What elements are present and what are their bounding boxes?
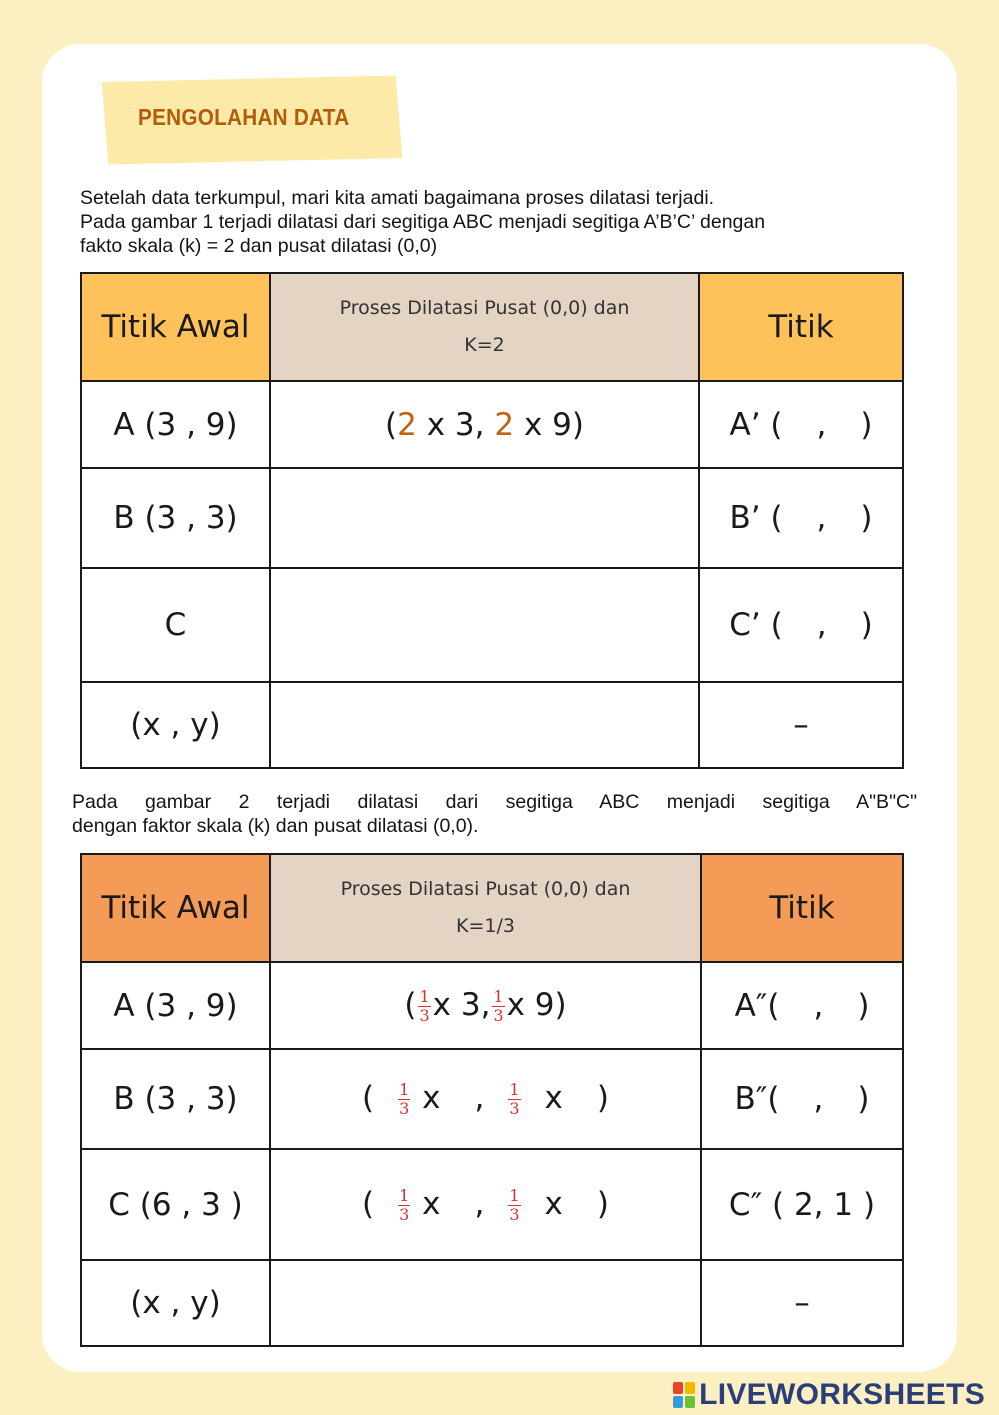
- fraction-one-third: $\frac{1}{3}$: [509, 1080, 520, 1118]
- intro-line: Setelah data terkumpul, mari kita amati bagaimana proses dilatasi terjadi.: [80, 187, 715, 209]
- result-point-c[interactable]: C’ ( , ): [699, 568, 903, 682]
- result-point-a[interactable]: A’ ( , ): [699, 381, 903, 468]
- start-point-b: B (3 , 3): [81, 468, 270, 568]
- fraction-one-third: $\frac{1}{3}$: [399, 1185, 410, 1224]
- dilation-table-2: [80, 853, 904, 1347]
- start-point-general: (x , y): [81, 1260, 270, 1346]
- intro-line: fakto skala (k) = 2 dan pusat dilatasi (0,0): [80, 235, 438, 257]
- fraction-one-third: $\frac{1}{3}$: [419, 986, 430, 1025]
- section-title: PENGOLAHAN DATA: [138, 104, 350, 130]
- process-general[interactable]: [270, 1260, 701, 1346]
- mid-paragraph: [72, 790, 917, 838]
- process-c[interactable]: ( $\frac{1}{3}$ x , $\frac{1}{3}$ x ): [270, 1149, 701, 1260]
- fraction-one-third: $\frac{1}{3}$: [509, 1185, 520, 1224]
- result-point-a[interactable]: A″( , ): [701, 962, 903, 1049]
- start-point-a: A (3 , 9): [81, 381, 270, 468]
- start-point-c: C: [81, 568, 270, 682]
- fraction-one-third: $\frac{1}{3}$: [399, 1080, 410, 1118]
- result-point-c: C″ ( 2, 1 ): [701, 1149, 903, 1260]
- process-c[interactable]: [270, 568, 699, 682]
- header-result-point: Titik: [701, 854, 903, 962]
- process-b[interactable]: [270, 468, 699, 568]
- header-start-point: Titik Awal: [81, 854, 270, 962]
- header-process: Proses Dilatasi Pusat (0,0) dan K=2: [270, 273, 699, 381]
- header-process: Proses Dilatasi Pusat (0,0) dan K=1/3: [270, 854, 701, 962]
- result-point-general: –: [699, 682, 903, 768]
- start-point-general: (x , y): [81, 682, 270, 768]
- brand-name: LIVEWORKSHEETS: [699, 1378, 985, 1411]
- intro-line: Pada gambar 1 terjadi dilatasi dari segitiga ABC menjadi segitiga A’B’C’ dengan: [80, 211, 766, 233]
- process-b[interactable]: ( $\frac{1}{3}$ x , $\frac{1}{3}$ x ): [270, 1049, 701, 1149]
- process-a[interactable]: (2 x 3, 2 x 9): [270, 381, 699, 468]
- result-point-general: –: [701, 1260, 903, 1346]
- mid-line: Pada gambar 2 terjadi dilatasi dari segitiga ABC menjadi segitiga A"B"C": [72, 791, 917, 813]
- intro-paragraph: [80, 186, 930, 258]
- result-point-b[interactable]: B’ ( , ): [699, 468, 903, 568]
- result-point-b[interactable]: B″( , ): [701, 1049, 903, 1149]
- start-point-b: B (3 , 3): [81, 1049, 270, 1149]
- start-point-a: A (3 , 9): [81, 962, 270, 1049]
- fraction-one-third: $\frac{1}{3}$: [493, 986, 504, 1025]
- header-start-point: Titik Awal: [81, 273, 270, 381]
- liveworksheets-logo: [673, 1378, 985, 1412]
- dilation-table-1: [80, 272, 904, 769]
- mid-line: dengan faktor skala (k) dan pusat dilatasi (0,0).: [72, 815, 479, 837]
- header-result-point: Titik: [699, 273, 903, 381]
- process-a[interactable]: ( $\frac{1}{3}$ x 3, $\frac{1}{3}$ x 9): [270, 962, 701, 1049]
- start-point-c: C (6 , 3 ): [81, 1149, 270, 1260]
- liveworksheets-icon: [673, 1382, 695, 1408]
- process-general[interactable]: [270, 682, 699, 768]
